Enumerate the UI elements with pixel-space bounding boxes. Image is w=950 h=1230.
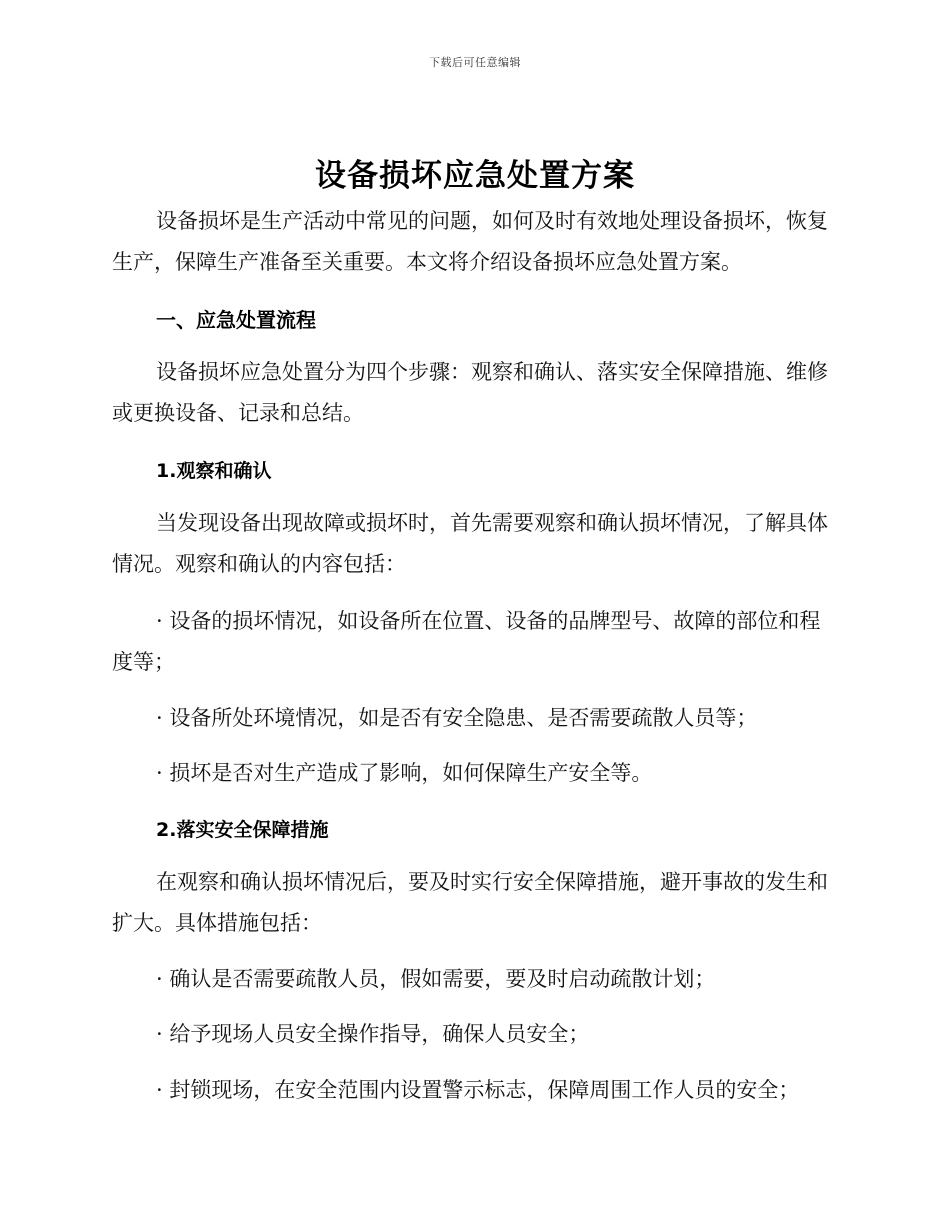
sub1-bullet-3: · 损坏是否对生产造成了影响，如何保障生产安全等。 [156,761,653,785]
header-note: 下载后可任意编辑 [429,56,521,69]
sub2-bullet-3: · 封锁现场，在安全范围内设置警示标志，保障周围工作人员的安全； [156,1078,800,1102]
sub2-bullet-1: · 确认是否需要疏散人员，假如需要，要及时启动疏散计划； [156,967,716,991]
sub2-paragraph: 在观察和确认损坏情况后，要及时实行安全保障措施，避开事故的发生和扩大。具体措施包括： [112,870,828,935]
intro-paragraph: 设备损坏是生产活动中常见的问题，如何及时有效地处理设备损坏，恢复生产，保障生产准备至关重要。本文将介绍设备损坏应急处置方案。 [112,209,828,274]
sub2-heading: 2.落实安全保障措施 [156,819,329,841]
document-title: 设备损坏应急处置方案 [315,158,635,194]
sub1-paragraph: 当发现设备出现故障或损坏时，首先需要观察和确认损坏情况，了解具体情况。观察和确认的内容包括： [112,511,828,576]
sub1-bullet-1: · 设备的损坏情况，如设备所在位置、设备的品牌型号、故障的部位和程度等； [112,609,821,674]
section1-paragraph: 设备损坏应急处置分为四个步骤：观察和确认、落实安全保障措施、维修或更换设备、记录和总结。 [112,360,828,425]
sub1-bullet-2: · 设备所处环境情况，如是否有安全隐患、是否需要疏散人员等； [156,706,758,730]
sub1-heading: 1.观察和确认 [156,460,272,482]
section1-heading: 一、应急处置流程 [156,308,316,332]
sub2-bullet-2: · 给予现场人员安全操作指导，确保人员安全； [156,1022,590,1046]
